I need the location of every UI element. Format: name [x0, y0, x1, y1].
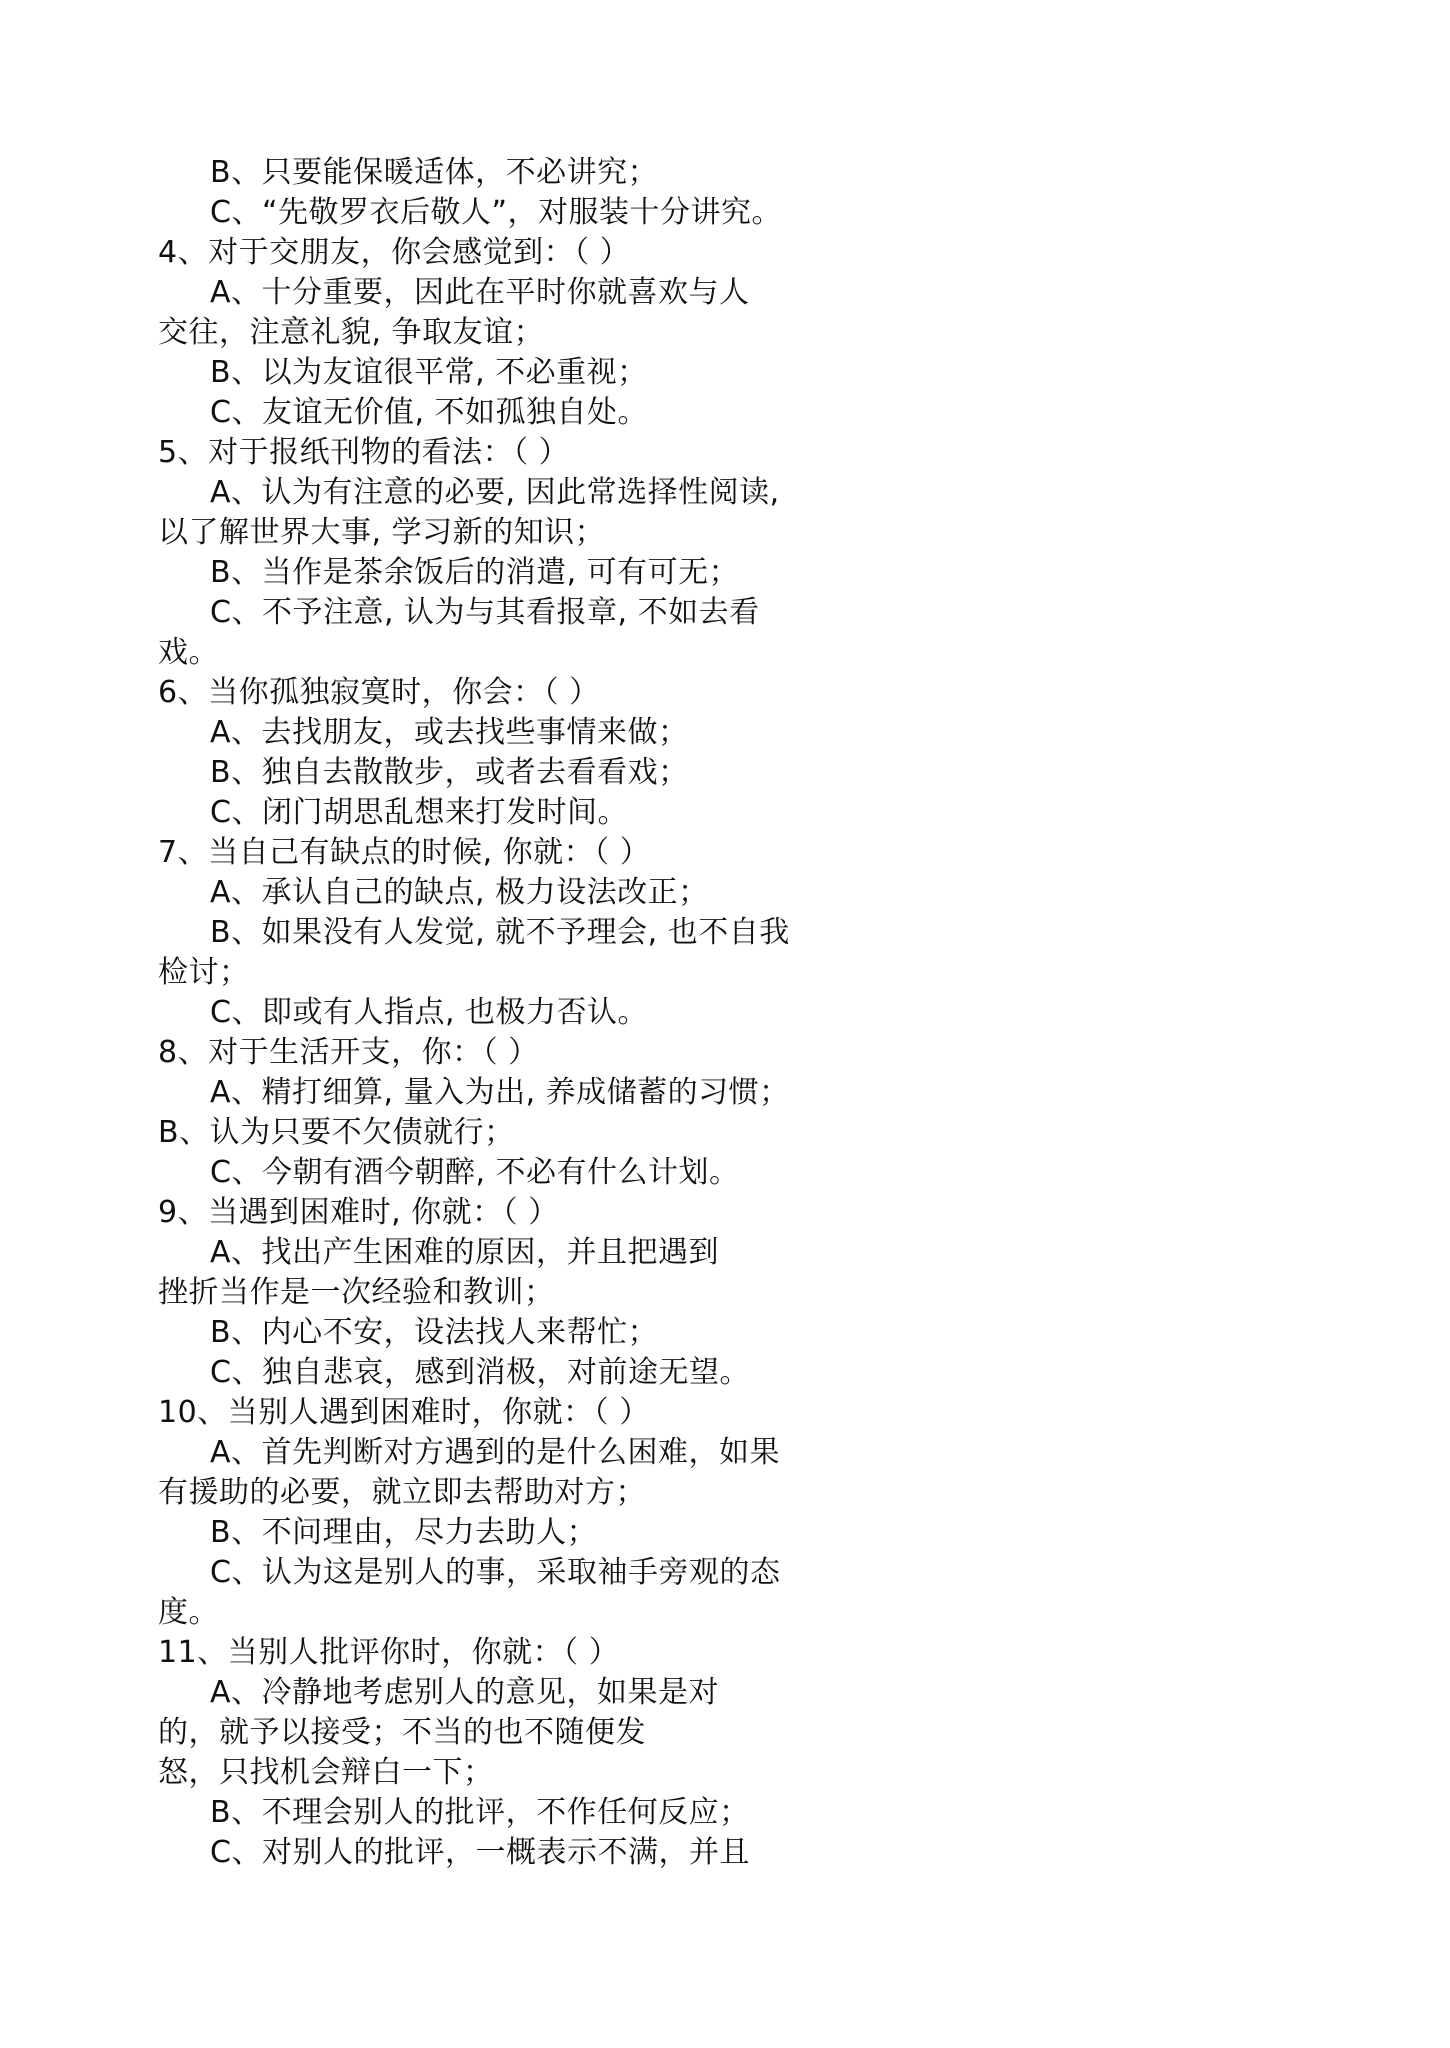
option-line: A、承认自己的缺点, 极力设法改正；	[210, 875, 709, 910]
option-line: B、不理会别人的批评，不作任何反应；	[210, 1795, 750, 1830]
option-line: B、以为友谊很平常, 不必重视；	[210, 355, 648, 390]
option-line: C、友谊无价值, 不如孤独自处。	[210, 395, 649, 430]
question-line: 9、当遇到困难时, 你就：（ ）	[158, 1195, 559, 1230]
continuation-line: 怒，只找机会辩白一下；	[158, 1755, 494, 1790]
question-line: 11、当别人批评你时，你就：（ ）	[158, 1635, 620, 1670]
option-line: C、闭门胡思乱想来打发时间。	[210, 795, 628, 830]
option-line: A、去找朋友，或去找些事情来做；	[210, 715, 689, 750]
option-line: C、不予注意, 认为与其看报章, 不如去看	[210, 595, 760, 630]
option-line: B、内心不安，设法找人来帮忙；	[210, 1315, 659, 1350]
continuation-line: 以了解世界大事, 学习新的知识；	[158, 515, 606, 550]
option-line: C、独自悲哀，感到消极，对前途无望。	[210, 1355, 750, 1390]
option-line: A、精打细算, 量入为出, 养成储蓄的习惯；	[210, 1075, 790, 1110]
option-line: B、如果没有人发觉, 就不予理会, 也不自我	[210, 915, 790, 950]
option-line: C、即或有人指点, 也极力否认。	[210, 995, 649, 1030]
continuation-line: 有援助的必要，就立即去帮助对方；	[158, 1475, 646, 1510]
option-line: A、十分重要，因此在平时你就喜欢与人	[210, 275, 750, 310]
question-line: 5、对于报纸刊物的看法：（ ）	[158, 435, 570, 470]
question-line: 7、当自己有缺点的时候, 你就：（ ）	[158, 835, 651, 870]
continuation-line: 检讨；	[158, 955, 250, 990]
option-line: C、认为这是别人的事，采取袖手旁观的态	[210, 1555, 781, 1590]
option-line: C、“先敬罗衣后敬人”，对服装十分讲究。	[210, 195, 783, 230]
continuation-line: 戏。	[158, 635, 219, 670]
option-line: B、认为只要不欠债就行；	[158, 1115, 515, 1150]
option-line: B、当作是茶余饭后的消遣, 可有可无；	[210, 555, 740, 590]
continuation-line: 挫折当作是一次经验和教训；	[158, 1275, 555, 1310]
option-line: A、找出产生困难的原因，并且把遇到	[210, 1235, 720, 1270]
continuation-line: 的，就予以接受；不当的也不随便发	[158, 1715, 646, 1750]
option-line: A、认为有注意的必要, 因此常选择性阅读,	[210, 475, 780, 510]
question-line: 10、当别人遇到困难时，你就：（ ）	[158, 1395, 650, 1430]
option-line: A、首先判断对方遇到的是什么困难，如果	[210, 1435, 781, 1470]
option-line: B、不问理由，尽力去助人；	[210, 1515, 598, 1550]
option-line: B、只要能保暖适体，不必讲究；	[210, 155, 659, 190]
question-line: 8、对于生活开支，你：（ ）	[158, 1035, 539, 1070]
option-line: B、独自去散散步，或者去看看戏；	[210, 755, 689, 790]
option-line: C、对别人的批评，一概表示不满，并且	[210, 1835, 750, 1870]
continuation-line: 度。	[158, 1595, 219, 1630]
question-line: 6、当你孤独寂寞时，你会：（ ）	[158, 675, 600, 710]
question-line: 4、对于交朋友，你会感觉到：（ ）	[158, 235, 631, 270]
option-line: A、冷静地考虑别人的意见，如果是对	[210, 1675, 720, 1710]
continuation-line: 交往，注意礼貌, 争取友谊；	[158, 315, 545, 350]
option-line: C、今朝有酒今朝醉, 不必有什么计划。	[210, 1155, 740, 1190]
